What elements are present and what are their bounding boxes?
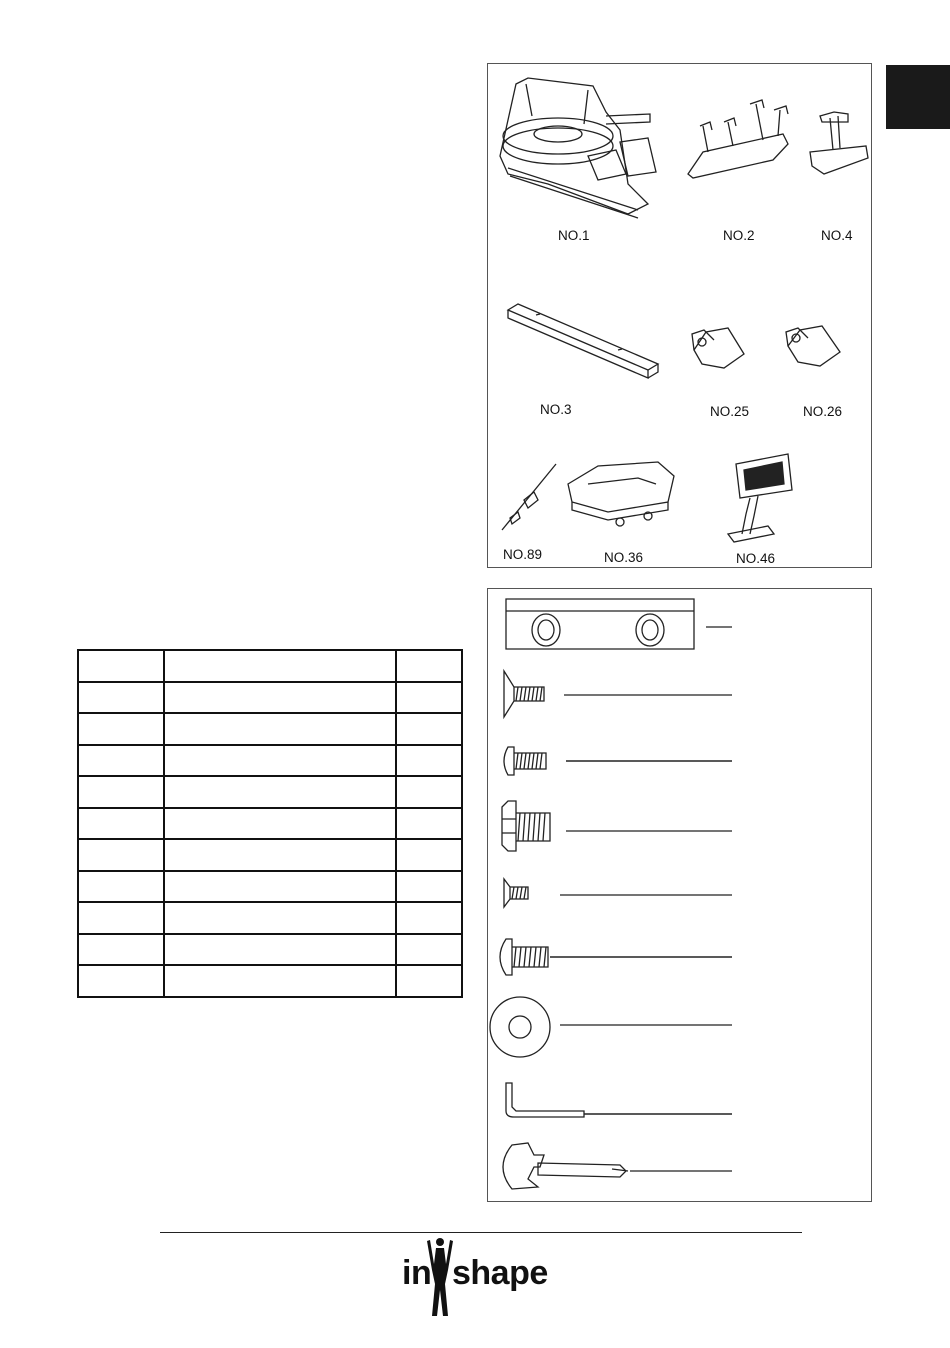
table-cell (164, 650, 396, 682)
table-cell (164, 902, 396, 934)
part-label-no2: NO.2 (723, 228, 755, 243)
hex-bolt-icon (502, 801, 732, 851)
hardware-illustrations (488, 589, 873, 1203)
table-cell (164, 965, 396, 997)
table-cell (78, 776, 164, 808)
table-row (78, 745, 462, 777)
table-cell (164, 745, 396, 777)
table-cell (164, 808, 396, 840)
table-row (78, 965, 462, 997)
table-cell (396, 871, 462, 903)
rear-foot-illustration (786, 326, 840, 366)
logo-figure-icon (426, 1234, 454, 1318)
parts-list-table (77, 649, 463, 998)
seat-illustration (568, 462, 674, 526)
inshape-logo (400, 1234, 550, 1318)
section-tab-marker (886, 65, 950, 129)
table-cell (396, 682, 462, 714)
table-cell (164, 776, 396, 808)
table-cell (164, 682, 396, 714)
button-head-screw-icon (504, 747, 732, 775)
table-row (78, 934, 462, 966)
table-row (78, 682, 462, 714)
table-cell (164, 871, 396, 903)
washer-icon (490, 997, 732, 1057)
part-label-no36: NO.36 (604, 550, 644, 565)
table-cell (396, 713, 462, 745)
rear-leg-illustration (810, 112, 868, 174)
logo-text-shape: shape (452, 1254, 548, 1292)
slide-rail-illustration (508, 304, 658, 378)
table-row (78, 902, 462, 934)
parts-panel (487, 63, 872, 568)
table-row (78, 871, 462, 903)
footer-divider (160, 1232, 802, 1233)
pull-strap-illustration (502, 464, 556, 530)
table-cell (396, 776, 462, 808)
table-row (78, 713, 462, 745)
table-cell (396, 934, 462, 966)
part-label-no89: NO.89 (503, 547, 543, 562)
table-cell (164, 934, 396, 966)
logo-text-in: in (402, 1254, 432, 1292)
table-cell (396, 902, 462, 934)
table-cell (164, 713, 396, 745)
table-cell (78, 713, 164, 745)
table-cell (78, 902, 164, 934)
table-cell (396, 808, 462, 840)
parts-list-body (78, 650, 462, 997)
table-cell (396, 839, 462, 871)
allen-key-icon (506, 1083, 732, 1117)
rower-main-frame-illustration (500, 78, 656, 218)
part-label-no4: NO.4 (821, 228, 853, 243)
table-cell (78, 871, 164, 903)
table-cell (396, 650, 462, 682)
small-screw-icon (504, 879, 732, 907)
table-cell (78, 650, 164, 682)
table-cell (78, 745, 164, 777)
round-head-screw-icon (500, 939, 732, 975)
monitor-console-illustration (728, 454, 792, 542)
countersunk-screw-icon (504, 671, 732, 717)
part-label-no25: NO.25 (710, 404, 750, 419)
front-stabilizer-illustration (688, 100, 788, 178)
table-cell (78, 808, 164, 840)
table-row (78, 808, 462, 840)
table-cell (78, 934, 164, 966)
part-label-no3: NO.3 (540, 402, 572, 417)
table-row (78, 650, 462, 682)
table-cell (164, 839, 396, 871)
table-cell (396, 745, 462, 777)
part-label-no1: NO.1 (558, 228, 590, 243)
parts-illustrations (488, 64, 873, 569)
spacer-plate-icon (506, 599, 732, 649)
part-label-no26: NO.26 (803, 404, 843, 419)
table-cell (78, 682, 164, 714)
table-cell (78, 965, 164, 997)
table-cell (396, 965, 462, 997)
table-row (78, 839, 462, 871)
part-label-no46: NO.46 (736, 551, 776, 566)
front-foot-illustration (692, 328, 744, 368)
combination-wrench-icon (503, 1143, 732, 1189)
table-row (78, 776, 462, 808)
table-cell (78, 839, 164, 871)
hardware-panel (487, 588, 872, 1202)
